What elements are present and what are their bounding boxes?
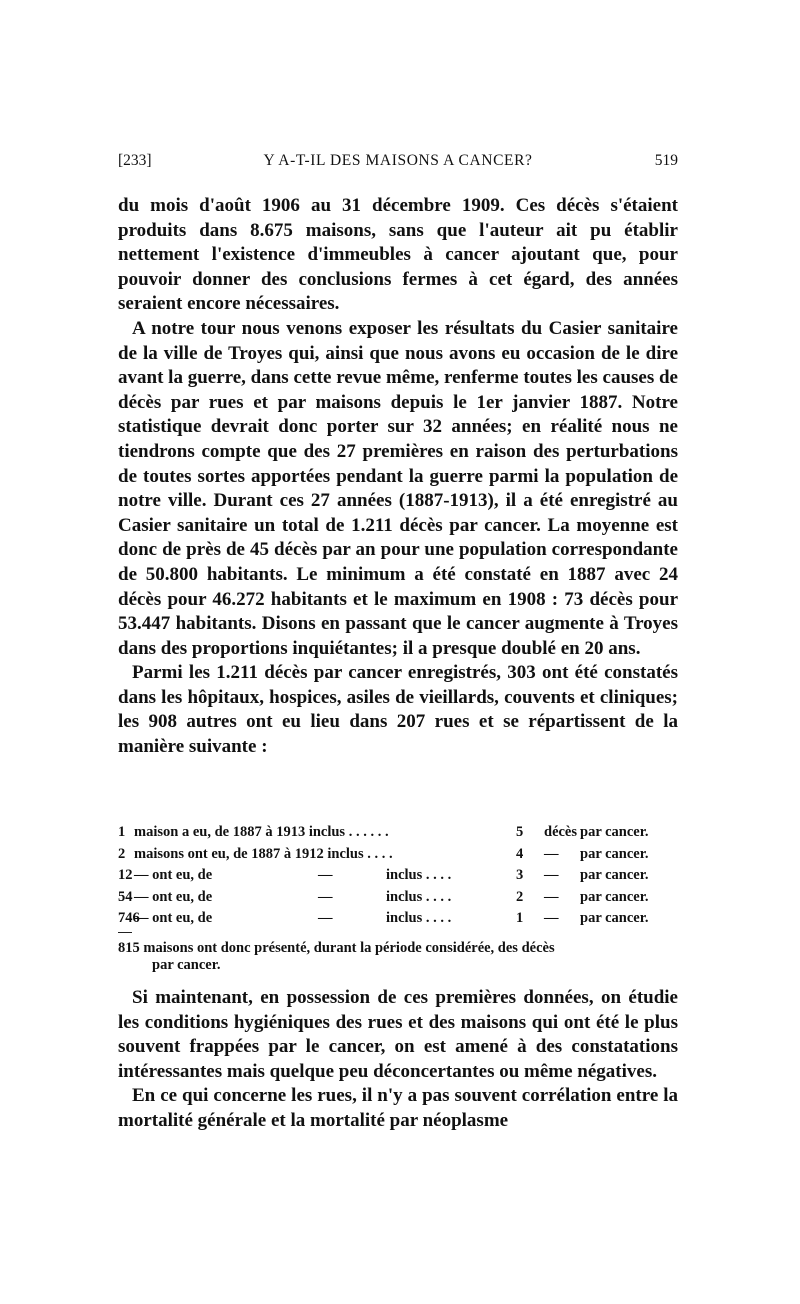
page-number: 519 xyxy=(654,152,678,169)
death-count: 5 xyxy=(516,824,524,840)
table-row xyxy=(118,887,678,909)
table-row xyxy=(118,908,678,930)
ditto-dash: — xyxy=(318,888,333,905)
death-count: 3 xyxy=(516,867,524,883)
death-count: 1 xyxy=(516,910,524,926)
ditto-dash: — xyxy=(318,910,333,926)
death-count: 4 xyxy=(516,845,524,862)
table-summary xyxy=(118,940,678,974)
house-count: 1 xyxy=(118,824,126,840)
paragraph: A notre tour nous venons exposer les résultats du Casier sanitaire de la ville de Troyes qui, ainsi que nous avons eu occasion de le dire avant la guerre, dans cette revue même, renferme toutes les causes de décès par rues et par maisons depuis le 1er janvier 1887. Notre statistique devrait donc porter sur 32 années; en réalité nous ne tiendrons compte que des 27 premières en raison des perturbations de toutes sortes apportées pendant la guerre parmi la population de notre ville. Durant ces 27 années (1887-1913), il a été enregistré au Casier sanitaire un total de 1.211 décès par cancer. La moyenne est donc de près de 45 décès par an pour une population correspondante de 50.800 habitants. Le minimum a été constaté en 1887 avec 24 décès pour 46.272 habitants et le maximum en 1908 : 73 décès pour 53.447 habitants. Disons en passant que le cancer augmente à Troyes dans des proportions inquiétantes; il a presque doublé en 20 ans. xyxy=(118,317,678,659)
house-count: 2 xyxy=(118,845,126,862)
paragraph: En ce qui concerne les rues, il n'y a pas souvent corrélation entre la mortalité générale et la mortalité par néoplasme xyxy=(118,1085,678,1131)
folio-number: [233] xyxy=(118,152,152,169)
ditto-dash: — xyxy=(544,888,559,905)
summary-line: par cancer. xyxy=(152,957,221,973)
cause-text: par cancer. xyxy=(580,888,649,905)
row-text: maison a eu, de 1887 à 1913 inclus . . . . . . xyxy=(134,824,389,840)
death-count: 2 xyxy=(516,888,524,905)
inclus-text: inclus . . . . xyxy=(386,867,452,883)
paragraph: Si maintenant, en possession de ces premières données, on étudie les conditions hygiéniques des rues et des maisons qui ont été le plus souvent frappées par le cancer, on est amené à des constatations intéressantes mais quelque peu déconcertantes ou même négatives. xyxy=(118,987,678,1082)
paragraph: Parmi les 1.211 décès par cancer enregistrés, 303 ont été constatés dans les hôpitaux, hospices, asiles de vieillards, couvents et cliniques; les 908 autres ont eu lieu dans 207 rues et se répartissent de la manière suivante : xyxy=(118,662,678,758)
row-text: — ont eu, de xyxy=(134,867,213,883)
ditto-dash: — xyxy=(544,867,559,883)
body-text-bottom xyxy=(118,986,678,1134)
house-count: 12 xyxy=(118,867,133,883)
table-row xyxy=(118,844,678,866)
house-count: 54 xyxy=(118,888,133,905)
row-text: maisons ont eu, de 1887 à 1912 inclus . . . . xyxy=(134,845,393,862)
running-title: Y A-T-IL DES MAISONS A CANCER? xyxy=(263,152,533,169)
ditto-dash: — xyxy=(544,845,559,862)
cause-text: par cancer. xyxy=(580,824,649,840)
ditto-dash: — xyxy=(318,867,333,883)
inclus-text: inclus . . . . xyxy=(386,888,452,905)
table-row xyxy=(118,822,678,844)
running-header xyxy=(118,152,678,176)
table-row xyxy=(118,865,678,887)
inclus-text: inclus . . . . xyxy=(386,910,452,926)
house-count: 746 xyxy=(118,910,140,926)
cause-text: par cancer. xyxy=(580,910,649,926)
unit-word: décès xyxy=(544,824,578,840)
row-text: — ont eu, de xyxy=(134,910,213,926)
cause-text: par cancer. xyxy=(580,867,649,883)
sum-rule xyxy=(118,932,132,933)
cause-text: par cancer. xyxy=(580,845,649,862)
body-text-top xyxy=(118,194,678,760)
row-text: — ont eu, de xyxy=(134,888,213,905)
ditto-dash: — xyxy=(544,910,559,926)
summary-line: 815 maisons ont donc présenté, durant la période considérée, des décès xyxy=(118,940,555,956)
distribution-table xyxy=(118,822,678,930)
paragraph: du mois d'août 1906 au 31 décembre 1909. Ces décès s'étaient produits dans 8.675 maisons, sans que l'auteur ait pu établir nettement l'existence d'immeubles à cancer ajoutant que, pour pouvoir donner des conclusions fermes à cet égard, des années seraient encore nécessaires. xyxy=(118,195,678,315)
